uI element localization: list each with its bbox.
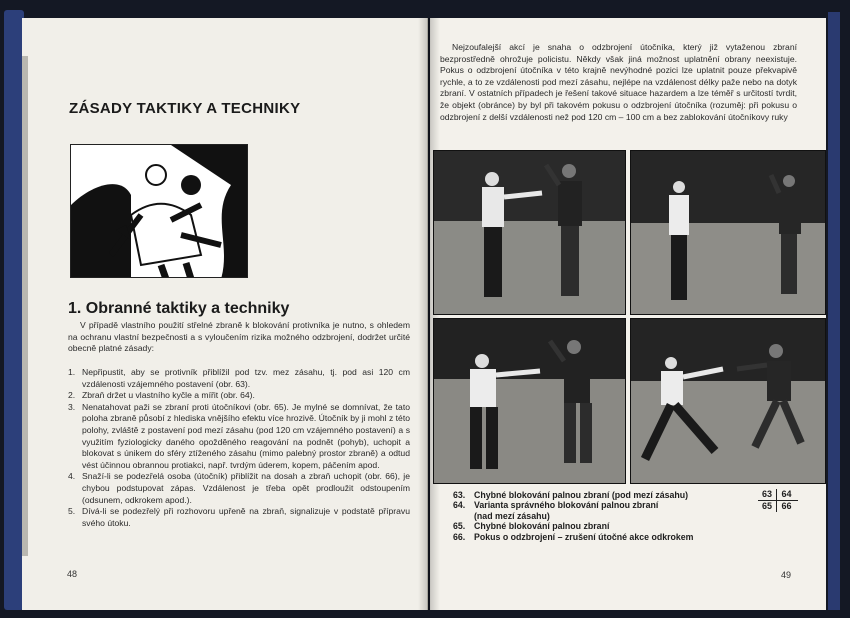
section-intro-paragraph: V případě vlastního použití střelné zbraně k blokování protivníka je nutno, s ohledem na ochranu vlastní bezpečnosti a s vyloučením rizika možného odzbrojení, dodržet určité obecně platné zásady: [68, 320, 410, 354]
list-item: 4. Snaží-li se podezřelá osoba (útočník) přiblížit na dosah a zbraň uchopit (obr. 66), je chybou podstupovat zápas. Vzdálenost je třeba opět prodloužit odstoupením (odsunem, odkrokem apod.). [68, 471, 410, 505]
fighting-figures-drawing [71, 145, 248, 278]
chapter-title: ZÁSADY TAKTIKY A TECHNIKY [69, 100, 301, 117]
caption-64: 64. Varianta správného blokování palnou zbraní [453, 500, 659, 511]
chapter-illustration [70, 144, 248, 278]
photo-65-image [434, 319, 626, 484]
disarm-paragraph: Nejzoufalejší akcí je snaha o odzbrojení útočníka, který již vytaženou zbraní bezprostředně ohrožuje policistu. Někdy však jiná možnost uplatnění obrany neexistuje. Pokus o odzbrojení útočníka v této krajně nevýhodné pozici lze uplatnit pouze překvapivě rychle, a to ze vzdálenosti pod mezí zásahu, nejlépe na vzdálenost délky paže nebo na dotyk zbraní. V ostatních případech je řešení takové situace hazardem a lze téměř s určitostí tvrdit, že objekt (obránce) by byl při takovém pokusu o odzbrojení útočníka (rozuměj: při pokusu o odzbrojení z delší vzdálenosti než pod 120 cm – 100 cm a bez zablokování útočníkovy ruky [440, 42, 797, 122]
caption-65: 65. Chybné blokování palnou zbraní [453, 521, 610, 532]
caption-64-continued: (nad mezí zásahu) [474, 510, 550, 521]
page-number-right: 49 [781, 570, 792, 580]
list-item: 5. Dívá-li se podezřelý při rozhovoru upřeně na zbraň, signalizuje v podstatě přípravu svého útoku. [68, 506, 410, 528]
photo-66 [630, 318, 826, 484]
book-cover-edge-right [828, 12, 840, 610]
list-item: 1. Nepřipustit, aby se protivník přiblížil pod tzv. mez zásahu, tj. pod asi 120 cm vzdálenosti vzájemného postavení (obr. 63). [68, 367, 410, 389]
figure-captions [453, 490, 798, 542]
left-page-margin-bar [22, 56, 28, 556]
photo-64-image [631, 151, 826, 315]
figure-position-key: 63 64 65 66 [758, 489, 798, 512]
list-item: 2. Zbraň držet u vlastního kyčle a mířit (obr. 64). [68, 390, 255, 401]
page-number-left: 48 [67, 569, 78, 579]
section-title: 1. Obranné taktiky a techniky [68, 300, 290, 317]
photo-65 [433, 318, 626, 484]
photo-63 [433, 150, 626, 315]
photo-66-image [631, 319, 826, 484]
caption-66: 66. Pokus o odzbrojení – zrušení útočné akce odkrokem [453, 531, 694, 542]
list-item: 3. Nenatahovat paži se zbraní proti útočníkovi (obr. 65). Je mylné se domnívat, že tato poloha zbraně působí z hlediska vnějšího efektu více hrozivě. Útočník by ji mohl z této polohy, zvláště z postavení pod mezí zásahu (pod 120 cm vzájemného postavení) a s využitím fyziologicky daného opožděného reagování na podnět (pohyb), uchopit a blokovat s únikem do sféry ztíženého zásahu (mimo palebný prostor zbraně) a odtud vést účinnou obrannou protiakci, např. tvrdým úderem, kopem, páčením apod. [68, 401, 410, 470]
principles-list [68, 367, 410, 529]
photo-63-image [434, 151, 626, 315]
caption-63: 63. Chybné blokování palnou zbraní (pod mezí zásahu) [453, 490, 689, 500]
book-cover-edge-left [4, 10, 24, 610]
photo-64 [630, 150, 826, 315]
